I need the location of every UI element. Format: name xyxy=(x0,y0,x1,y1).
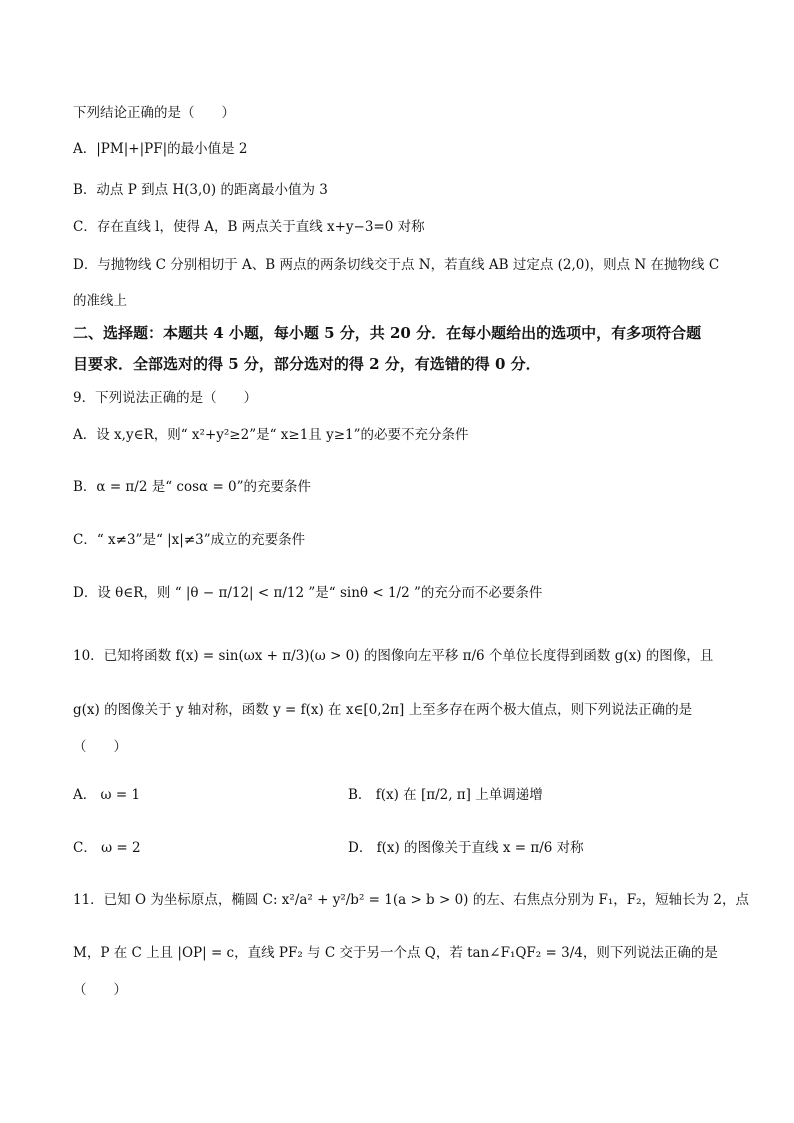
q10-option-d: D． f(x) 的图像关于直线 x = π/6 对称 xyxy=(348,840,584,856)
q8-option-d-line2: 的准线上 xyxy=(73,293,127,309)
section-heading-line1: 二、选择题：本题共 4 小题，每小题 5 分，共 20 分．在每小题给出的选项中，有多项符合题 xyxy=(73,324,702,342)
q10-option-b: B． f(x) 在 [π/2, π] 上单调递增 xyxy=(348,787,543,803)
q11-stem-line2: M，P 在 C 上且 |OP| = c，直线 PF₂ 与 C 交于另一个点 Q，若 tan∠F₁QF₂ = 3/4，则下列说法正确的是 xyxy=(73,945,718,961)
q8-option-d-line1: D．与抛物线 C 分别相切于 A、B 两点的两条切线交于点 N，若直线 AB 过定点 (2,0)，则点 N 在抛物线 C xyxy=(73,257,720,273)
q8-option-b: B．动点 P 到点 H(3,0) 的距离最小值为 3 xyxy=(73,182,328,198)
q11-stem-line1: 11．已知 O 为坐标原点，椭圆 C: x²/a² + y²/b² = 1(a > b > 0) 的左、右焦点分别为 F₁，F₂，短轴长为 2，点 xyxy=(73,892,749,908)
q10-stem-line1: 10．已知将函数 f(x) = sin(ωx + π/3)(ω > 0) 的图像向左平移 π/6 个单位长度得到函数 g(x) 的图像，且 xyxy=(73,648,714,664)
section-heading-line2: 目要求．全部选对的得 5 分，部分选对的得 2 分，有选错的得 0 分． xyxy=(73,355,541,373)
q10-stem-line3: （ ） xyxy=(73,739,127,755)
intro-line: 下列结论正确的是（ ） xyxy=(73,105,235,121)
q11-stem-line3: （ ） xyxy=(73,982,127,998)
q9-option-c: C．“ x≠3”是“ |x|≠3”成立的充要条件 xyxy=(73,532,306,548)
q8-option-c: C．存在直线 l，使得 A，B 两点关于直线 x+y−3=0 对称 xyxy=(73,219,425,235)
q9-option-d: D．设 θ∈R，则 “ |θ − π/12| < π/12 ”是“ sinθ < 1/2 ”的充分而不必要条件 xyxy=(73,585,543,601)
q9-stem: 9．下列说法正确的是（ ） xyxy=(73,390,258,406)
q9-option-a: A．设 x,y∈R，则“ x²+y²≥2”是“ x≥1且 y≥1”的必要不充分条件 xyxy=(73,427,469,443)
q10-option-a: A． ω = 1 xyxy=(73,787,141,803)
q10-option-c: C． ω = 2 xyxy=(73,840,141,856)
q9-option-b: B．α = π/2 是“ cosα = 0”的充要条件 xyxy=(73,479,312,495)
q8-option-a: A．|PM|+|PF|的最小值是 2 xyxy=(73,141,248,157)
q10-stem-line2: g(x) 的图像关于 y 轴对称，函数 y = f(x) 在 x∈[0,2π] 上至多存在两个极大值点，则下列说法正确的是 xyxy=(73,702,693,718)
